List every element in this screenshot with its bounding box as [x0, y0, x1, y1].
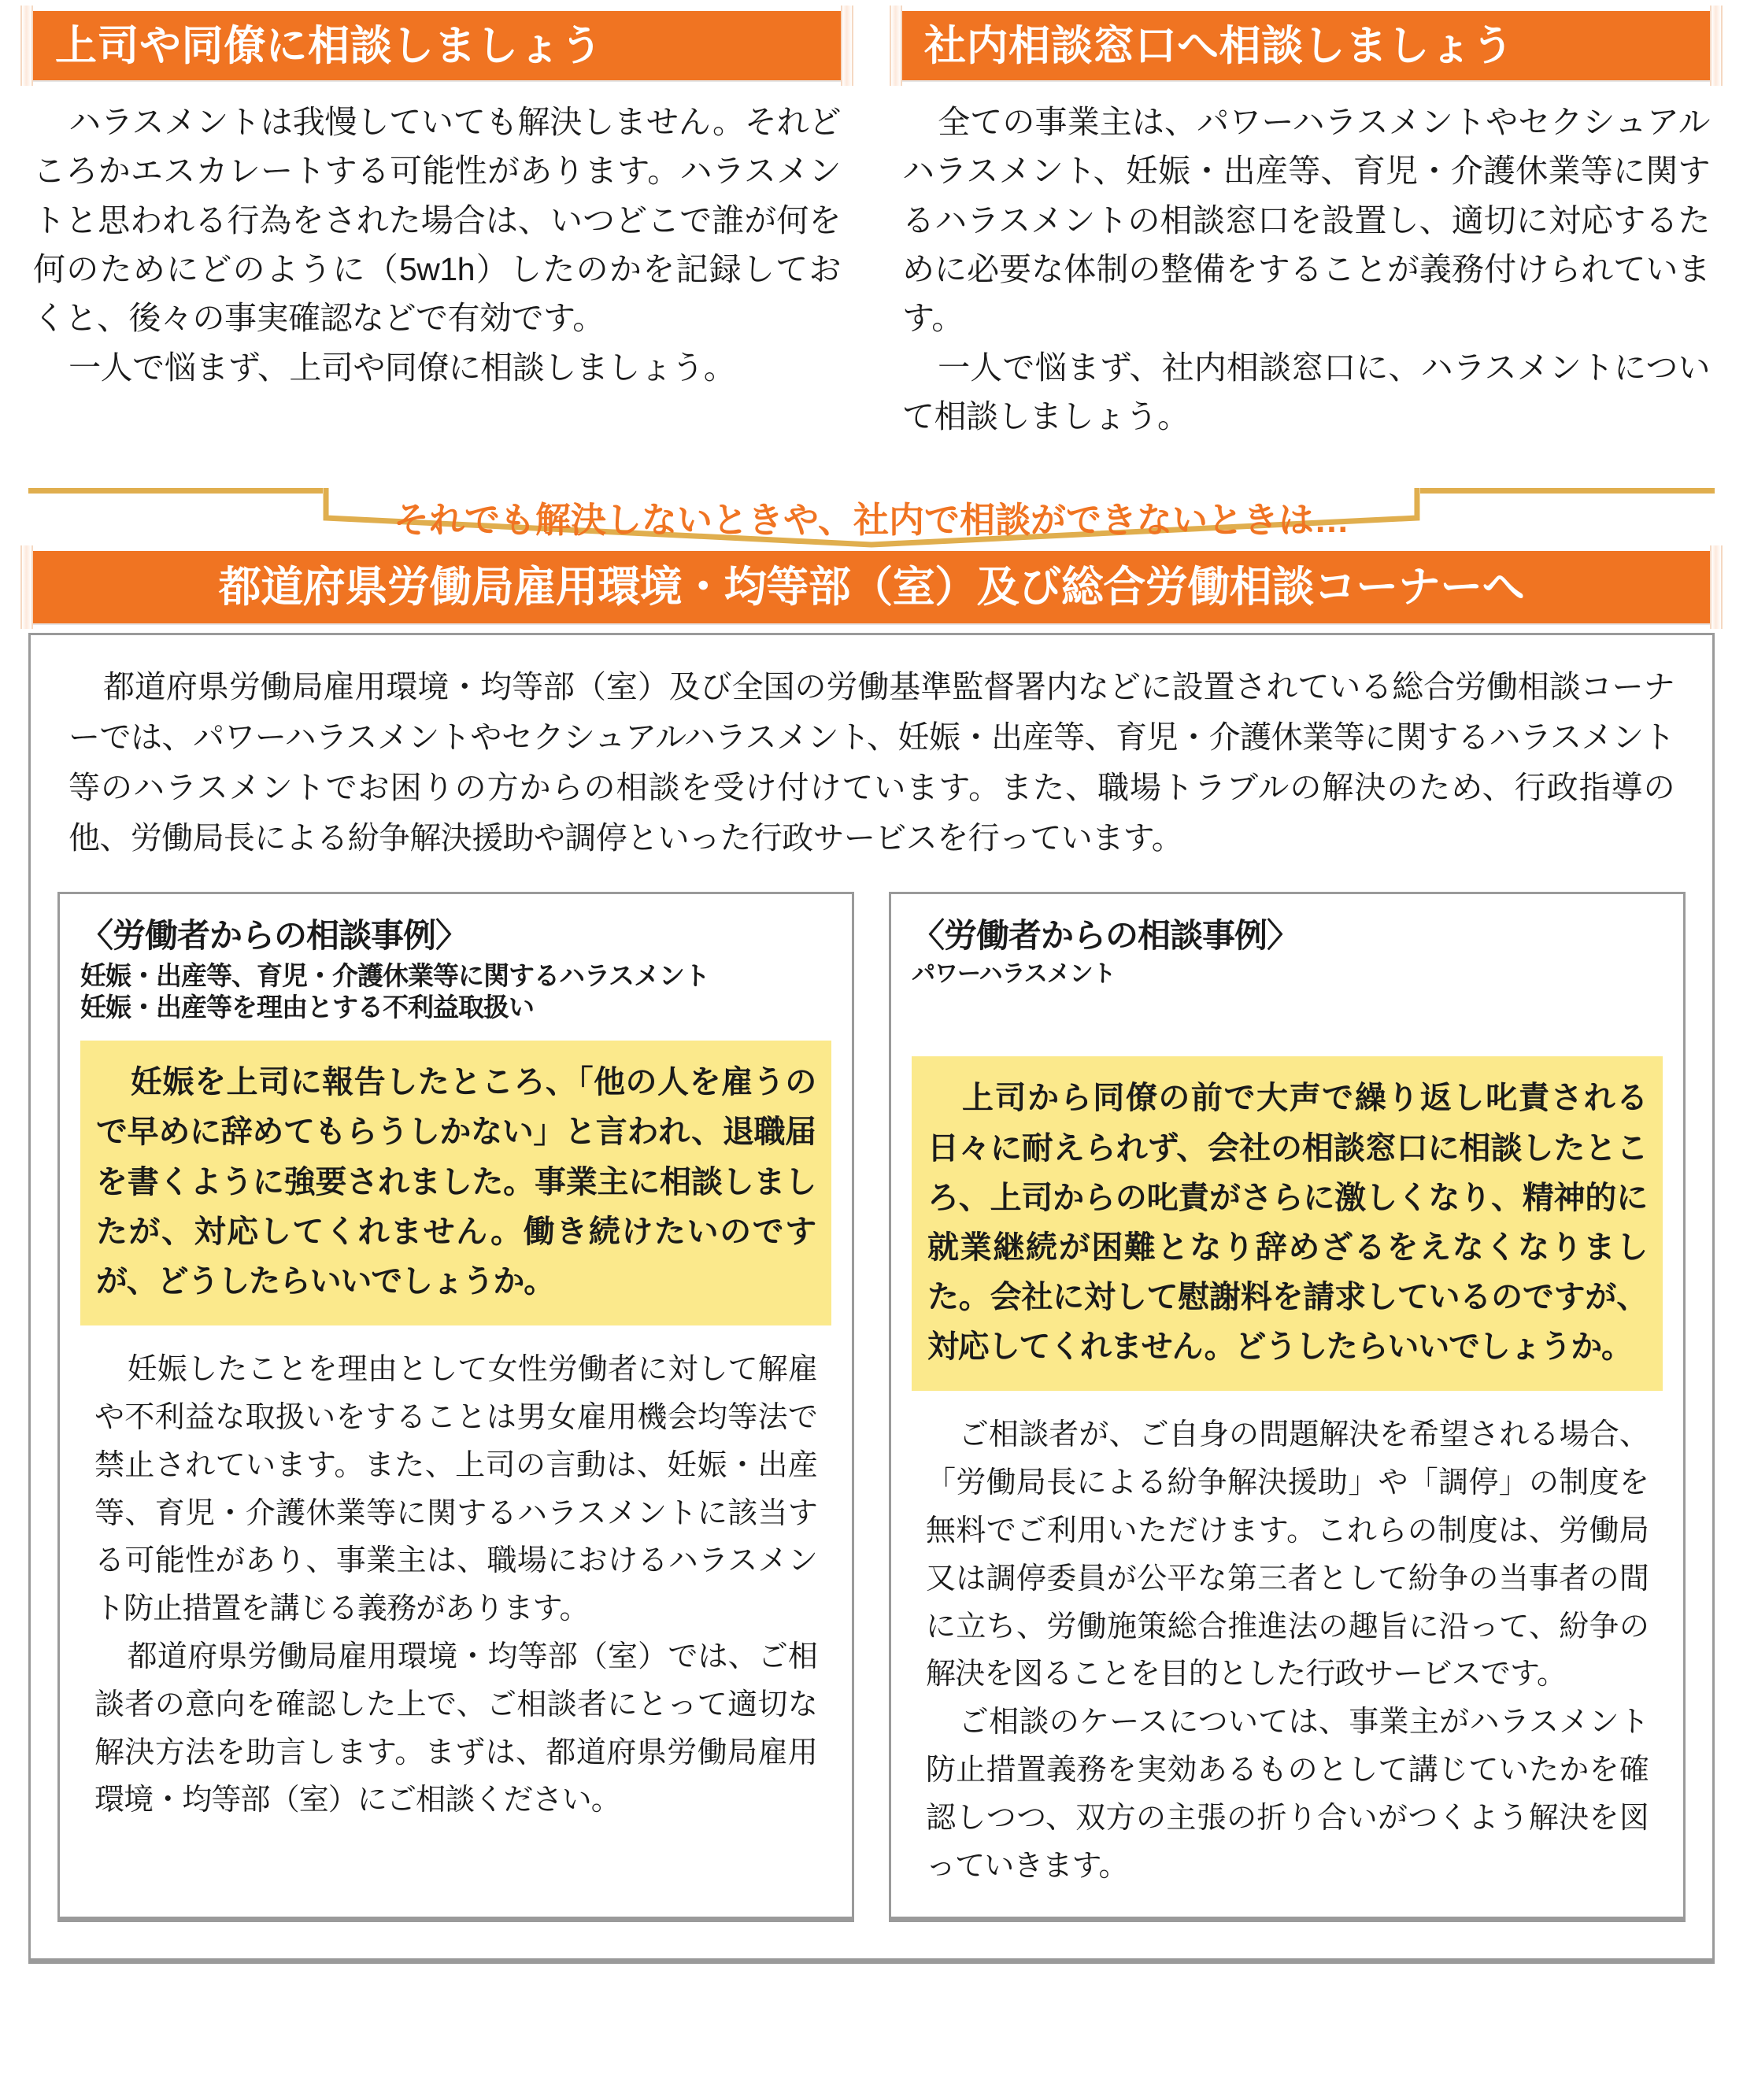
top-section — [0, 0, 1743, 441]
case-subtitle-left-1: 妊娠・出産等、育児・介護休業等に関するハラスメント — [80, 960, 710, 990]
case-quote-left: 妊娠を上司に報告したところ、「他の人を雇うので早めに辞めてもらうしかない」と言われ、退職届を書くように強要されました。事業主に相談しましたが、対応してくれません。働き続けたいのですが、どうしたらいいでしょうか。 — [80, 1041, 831, 1325]
main-banner-title: 都道府県労働局雇用環境・均等部（室）及び総合労働相談コーナーへ — [218, 564, 1525, 612]
paragraph-right-1: 全ての事業主は、パワーハラスメントやセクシュアルハラスメント、妊娠・出産等、育児・介護休業等に関するハラスメントの相談窓口を設置し、適切に対応するために必要な体制の整備をすることが義務付けられています。 — [902, 104, 1710, 337]
case-title-left: 〈労働者からの相談事例〉 — [80, 917, 468, 955]
paragraph-right-2: 一人で悩まず、社内相談窓口に、ハラスメントについて相談しましょう。 — [902, 349, 1710, 434]
case-explanation-left-2: 都道府県労働局雇用環境・均等部（室）では、ご相談者の意向を確認した上で、ご相談者にとって適切な解決方法を助言します。まずは、都道府県労働局雇用環境・均等部（室）にご相談ください。 — [94, 1640, 817, 1817]
case-spacer-right — [912, 989, 1663, 1056]
top-column-left — [28, 11, 846, 441]
case-explanation-right-2: ご相談のケースについては、事業主がハラスメント防止措置義務を実効あるものとして講じていたかを確認しつつ、双方の主張の折り合いがつくよう解決を図っていきます。 — [926, 1706, 1649, 1883]
top-body-right — [897, 80, 1715, 441]
case-spacer-left — [80, 1023, 831, 1041]
case-quote-right: 上司から同僚の前で大声で繰り返し叱責される日々に耐えられず、会社の相談窓口に相談したところ、上司からの叱責がさらに激しくなり、精神的に就業継続が困難となり辞めざるをえなくなりました。会社に対して慰謝料を請求しているのですが、対応してくれません。どうしたらいいでしょうか。 — [912, 1056, 1663, 1391]
main-intro-paragraph: 都道府県労働局雇用環境・均等部（室）及び全国の労働基準監督署内などに設置されている総合労働相談コーナーでは、パワーハラスメントやセクシュアルハラスメント、妊娠・出産等、育児・介護休業等に関するハラスメント等のハラスメントでお困りの方からの相談を受け付けています。また、職場トラブルの解決のため、行政指導の他、労働局長による紛争解決援助や調停といった行政サービスを行っています。 — [68, 670, 1675, 856]
case-row — [57, 892, 1686, 1922]
paragraph-left-1: ハラスメントは我慢していても解決しません。それどころかエスカレートする可能性があります。ハラスメントと思われる行為をされた場合は、いつどこで誰が何を何のためにどのように（5w1h）したのかを記録しておくと、後々の事実確認などで有効です。 — [33, 104, 841, 337]
case-title-right: 〈労働者からの相談事例〉 — [912, 917, 1300, 955]
banner-labour-bureau — [28, 551, 1715, 623]
case-explanation-right-1: ご相談者が、ご自身の問題解決を希望される場合、「労働局長による紛争解決援助」や「調停」の制度を無料でご利用いただけます。これらの制度は、労働局又は調停委員が公平な第三者として紛争の当事者の間に立ち、労働施策総合推進法の趣旨に沿って、紛争の解決を図ることを目的とした行政サービスです。 — [926, 1418, 1649, 1691]
banner-title-right: 社内相談窓口へ相談しましょう — [924, 22, 1514, 69]
case-box-maternity — [57, 892, 854, 1922]
case-explanation-left — [80, 1325, 831, 1825]
banner-consult-internal-desk — [897, 11, 1715, 80]
top-column-right — [897, 11, 1715, 441]
main-content-box — [28, 633, 1715, 1964]
case-subtitle-left-2: 妊娠・出産等を理由とする不利益取扱い — [80, 992, 534, 1022]
chevron-banner — [0, 453, 1743, 548]
case-explanation-left-1: 妊娠したことを理由として女性労働者に対して解雇や不利益な取扱いをすることは男女雇用機会均等法で禁止されています。また、上司の言動は、妊娠・出産等、育児・介護休業等に関するハラスメントに該当する可能性があり、事業主は、職場におけるハラスメント防止措置を講じる義務があります。 — [94, 1353, 817, 1626]
case-subtitle-right-1: パワーハラスメント — [912, 960, 1116, 987]
paragraph-left-2: 一人で悩まず、上司や同僚に相談しましょう。 — [68, 349, 736, 386]
case-explanation-right — [912, 1391, 1663, 1890]
banner-title-left: 上司や同僚に相談しましょう — [55, 22, 603, 69]
chevron-label: それでも解決しないときや、社内で相談ができないときは… — [393, 500, 1350, 541]
case-box-power-harassment — [889, 892, 1686, 1922]
top-body-left — [28, 80, 846, 392]
banner-consult-supervisor — [28, 11, 846, 80]
